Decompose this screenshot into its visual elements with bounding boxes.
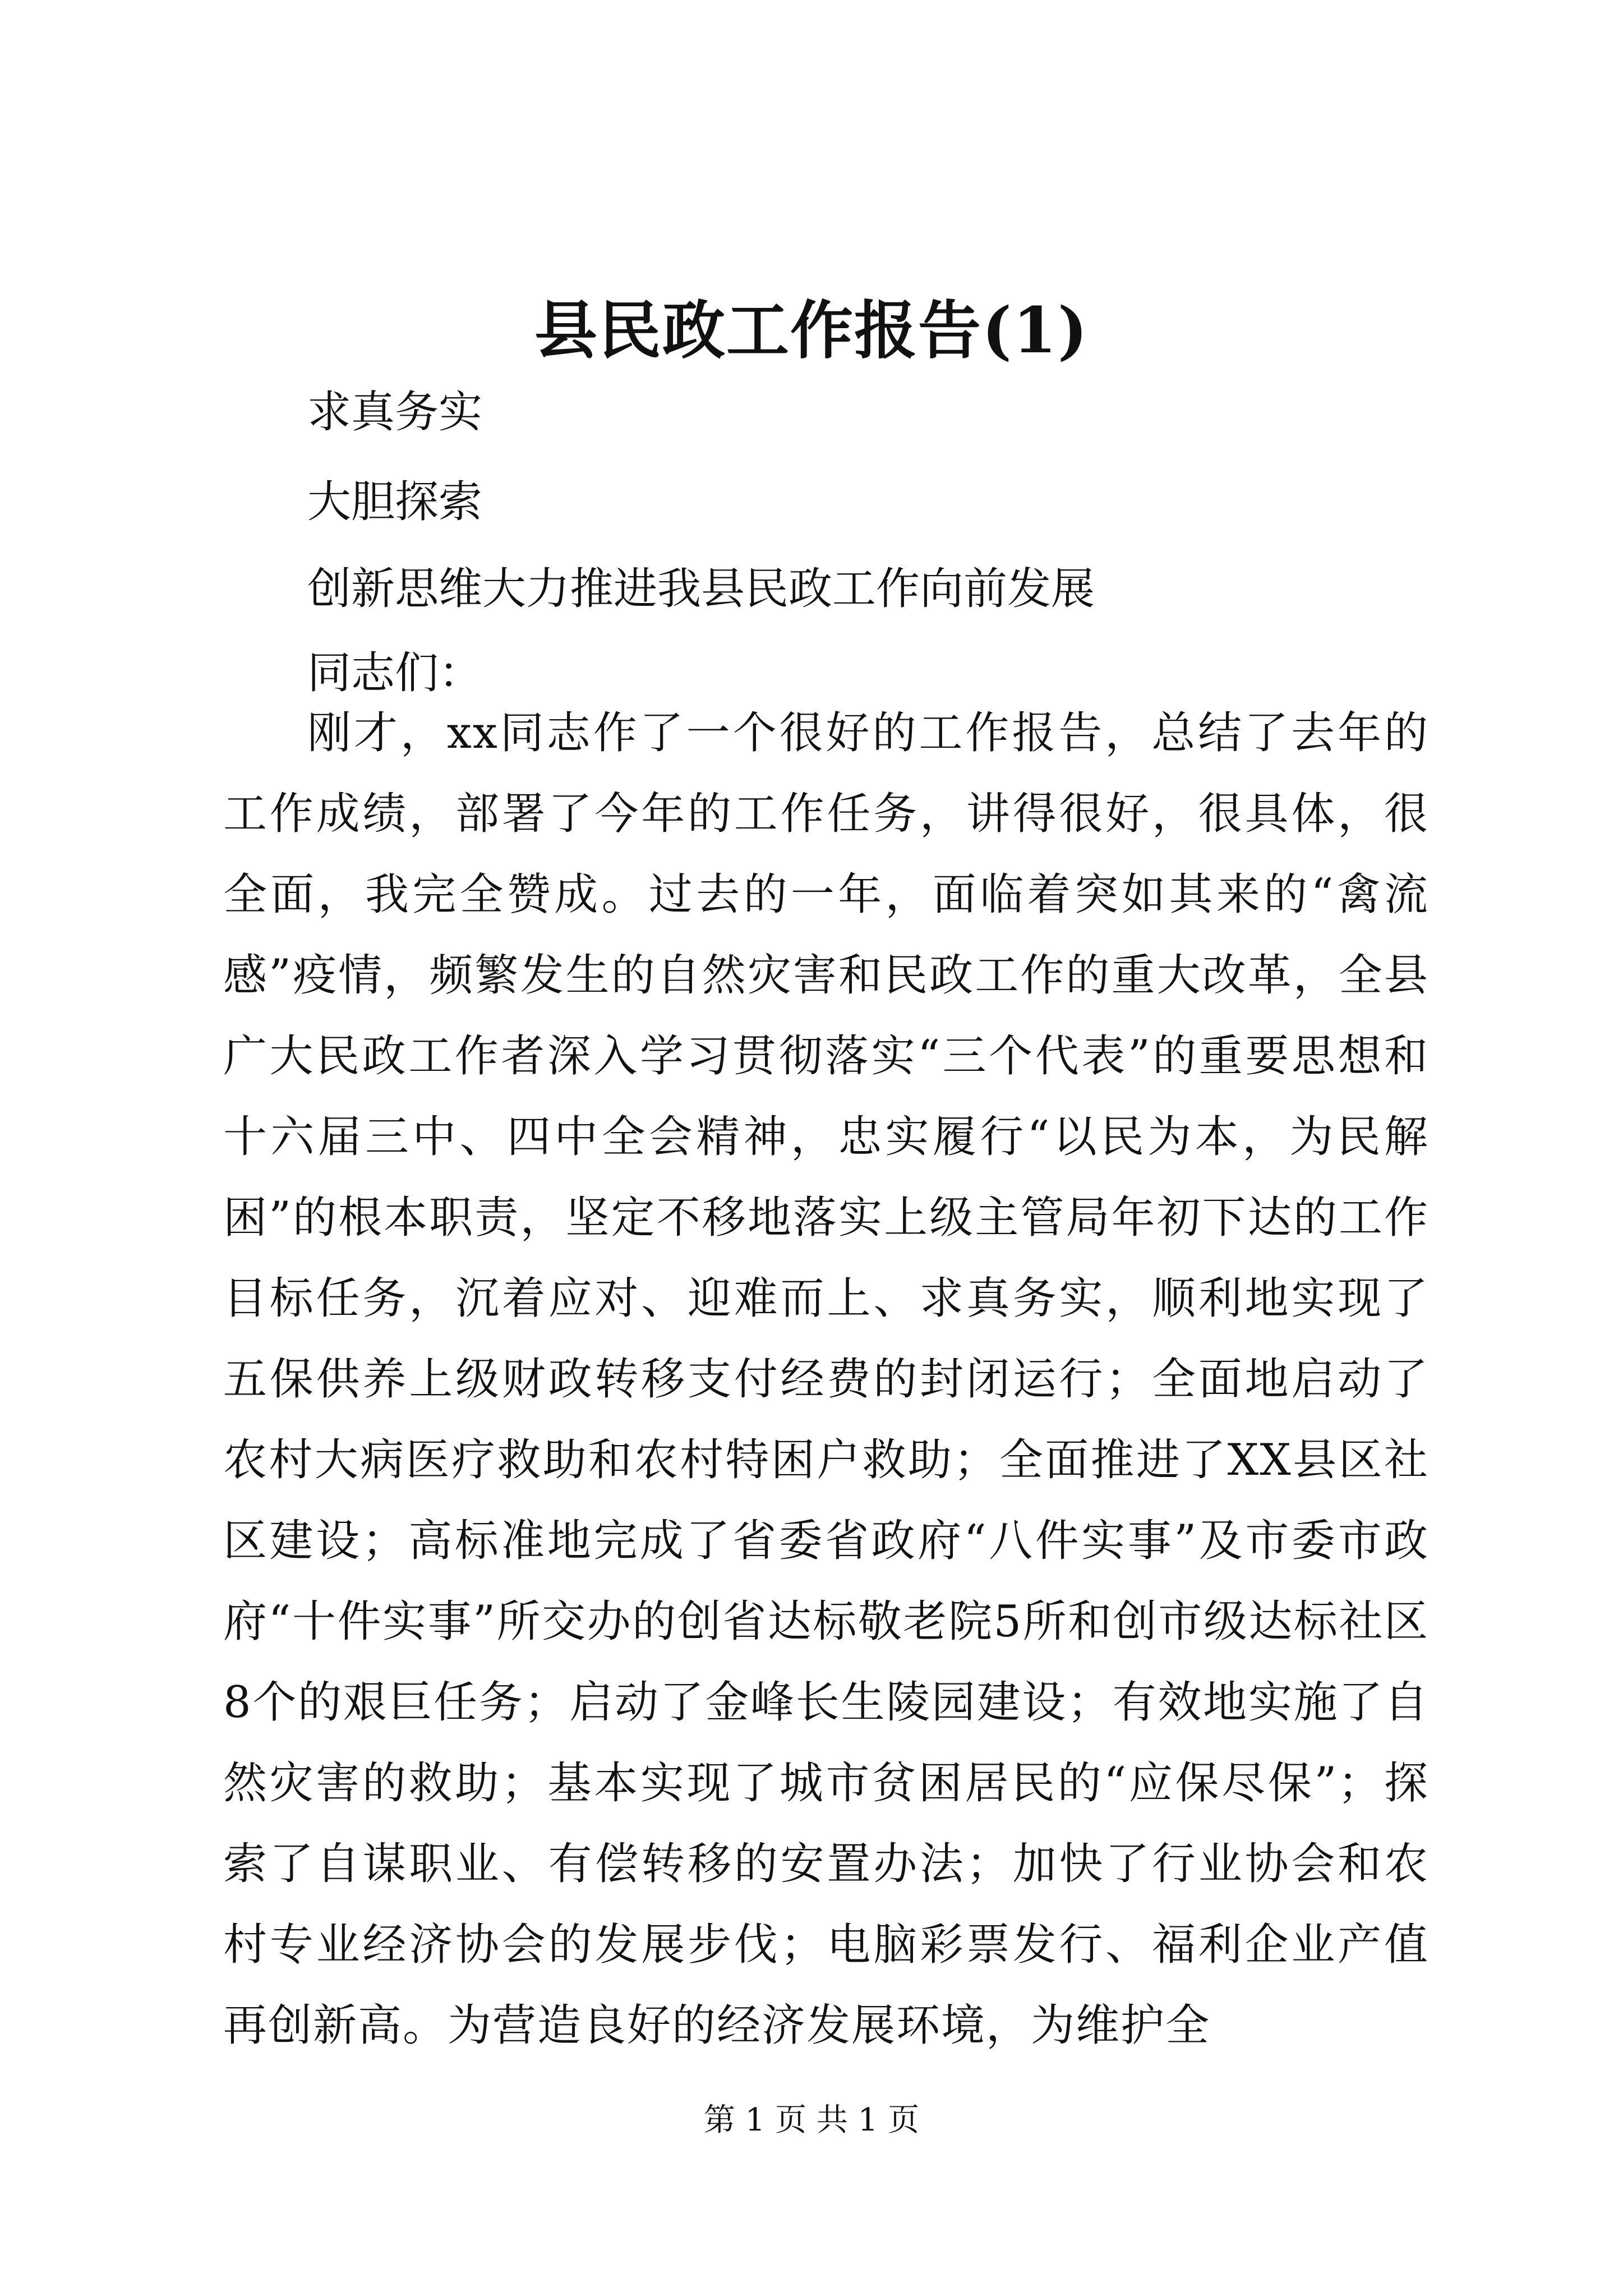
- body-text-block: [223, 693, 1429, 2066]
- page-footer: 第 1 页 共 1 页: [703, 2102, 920, 2138]
- heading-line-3: 创新思维大力推进我县民政工作向前发展: [307, 564, 1095, 614]
- heading-line-1: 求真务实: [307, 387, 483, 438]
- salutation: 同志们：: [307, 648, 483, 698]
- document-title: 县民政工作报告(1): [534, 294, 1089, 367]
- heading-line-2: 大胆探索: [307, 477, 483, 527]
- body-paragraph: 刚才，xx同志作了一个很好的工作报告，总结了去年的工作成绩，部署了今年的工作任务，讲得很好，很具体，很全面，我完全赞成。过去的一年，面临着突如其来的“禽流感”疫情，频繁发生的自然灾害和民政工作的重大改革，全县广大民政工作者深入学习贯彻落实“三个代表”的重要思想和十六届三中、四中全会精神，忠实履行“以民为本，为民解困”的根本职责，坚定不移地落实上级主管局年初下达的工作目标任务，沉着应对、迎难而上、求真务实，顺利地实现了五保供养上级财政转移支付经费的封闭运行；全面地启动了农村大病医疗救助和农村特困户救助；全面推进了XX县区社区建设；高标准地完成了省委省政府“八件实事”及市委市政府“十件实事”所交办的创省达标敬老院5所和创市级达标社区8个的艰巨任务；启动了金峰长生陵园建设；有效地实施了自然灾害的救助；基本实现了城市贫困居民的“应保尽保”；探索了自谋职业、有偿转移的安置办法；加快了行业协会和农村专业经济协会的发展步伐；电脑彩票发行、福利企业产值再创新高。为营造良好的经济发展环境，为维护全: [223, 708, 1429, 2051]
